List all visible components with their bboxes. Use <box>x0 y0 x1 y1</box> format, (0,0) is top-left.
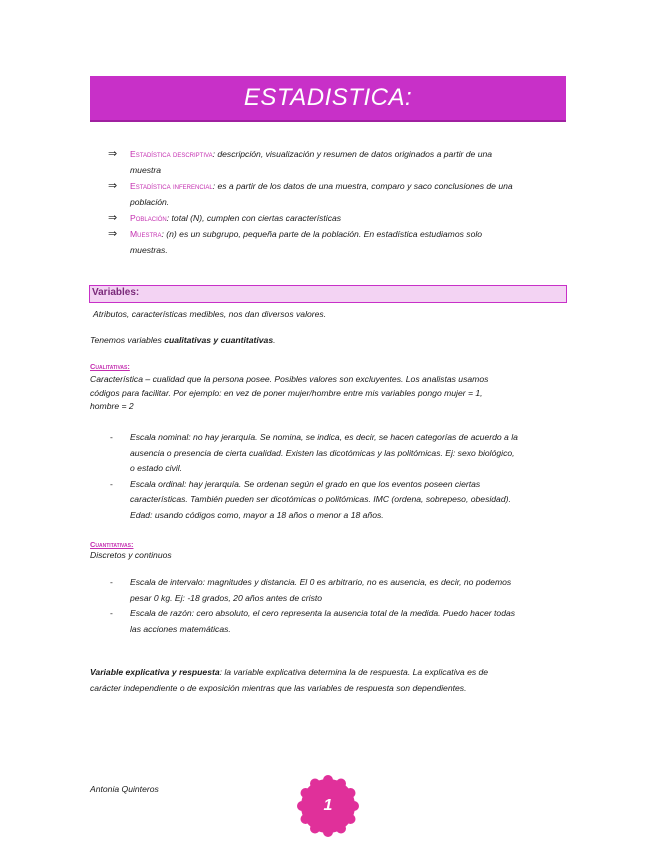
explicativa-paragraph <box>90 665 560 696</box>
definition-text: : total (N), cumplen con ciertas características <box>166 213 342 223</box>
text-line: Característica – cualidad que la persona posee. Posibles valores son excluyentes. Los analistas usamos <box>90 374 489 384</box>
definition-term: Muestra <box>130 229 162 239</box>
text-line: o estado civil. <box>130 463 183 473</box>
definition-text: : es a partir de los datos de una muestra, comparo y saco conclusiones de una <box>212 181 513 191</box>
cualitativas-heading: Cualitativas: <box>90 362 130 371</box>
page-number: 1 <box>323 797 333 814</box>
page-number-badge <box>296 774 360 838</box>
definition-term: Estadística inferencial <box>130 181 213 191</box>
list-item <box>110 606 565 637</box>
definition-term: Estadística descriptiva <box>130 149 213 159</box>
types-lead-text: Tenemos variables <box>90 335 165 345</box>
text-line: carácter independiente o de exposición mientras que las variables de respuesta son dependientes. <box>90 682 467 693</box>
definition-item <box>108 210 548 226</box>
text-line: : la variable explicativa determina la de respuesta. La explicativa es de <box>219 667 489 677</box>
definition-term: Población <box>130 213 167 223</box>
dash-bullet-icon: - <box>110 608 113 618</box>
text-line: Edad: usando códigos como, mayor a 18 años o menor a 18 años. <box>130 509 384 520</box>
footer-author: Antonia Quinteros <box>90 784 159 794</box>
definition-text-continued: muestra <box>130 165 162 175</box>
text-line: las acciones matemáticas. <box>130 623 231 634</box>
text-line: pesar 0 kg. Ej: -18 grados, 20 años antes de cristo <box>130 592 323 603</box>
title-banner <box>90 76 566 122</box>
dash-bullet-icon: - <box>110 432 113 442</box>
types-bold-text: cualitativas y cuantitativas <box>164 335 274 345</box>
definition-text-continued: muestras. <box>130 245 168 255</box>
variables-types <box>90 334 276 348</box>
definition-text-continued: población. <box>130 197 170 207</box>
text-line: ausencia o presencia de cierta cualidad. Existen las dicotómicas y las politómicas. Ej: sexo biológico, <box>130 447 515 458</box>
definition-text: : (n) es un subgrupo, pequeña parte de la población. En estadística estudiamos solo <box>161 229 483 239</box>
list-item <box>110 477 565 524</box>
cualitativas-description <box>90 373 560 414</box>
types-end-text: . <box>273 335 276 345</box>
text-line: códigos para facilitar. Por ejemplo: en vez de poner mujer/hombre entre mis variables pongo mujer = 1, <box>90 387 483 398</box>
definition-item <box>108 178 548 210</box>
double-right-arrow-icon: ⇒ <box>108 212 118 224</box>
cualitativas-bullets <box>110 430 565 523</box>
text-line: Escala de intervalo: magnitudes y distancia. El 0 es arbitrario, no es ausencia, es decir, no podemos <box>130 577 512 587</box>
dash-bullet-icon: - <box>110 478 113 489</box>
variables-intro: Atributos, características medibles, nos dan diversos valores. <box>93 309 327 319</box>
page-title: ESTADISTICA: <box>243 84 413 111</box>
explicativa-bold: Variable explicativa y respuesta <box>90 667 220 677</box>
definition-item <box>108 226 548 258</box>
text-line: Escala nominal: no hay jerarquía. Se nomina, se indica, es decir, se hacen categorías de acuerdo a la <box>130 432 518 442</box>
definition-item <box>108 146 548 178</box>
variables-section-heading <box>89 285 567 303</box>
text-line: hombre = 2 <box>90 401 134 411</box>
dash-bullet-icon: - <box>110 577 113 587</box>
definitions-list <box>108 146 548 258</box>
list-item <box>110 430 565 477</box>
double-right-arrow-icon: ⇒ <box>108 148 118 160</box>
double-right-arrow-icon: ⇒ <box>108 228 118 240</box>
cuantitativas-heading: Cuantitativas: <box>90 540 134 549</box>
text-line: Escala ordinal: hay jerarquía. Se ordenan según el grado en que los eventos poseen ciertas <box>130 478 481 489</box>
text-line: características. También pueden ser dicotómicas o politómicas. IMC (ordena, sobrepeso, obesidad). <box>130 494 511 504</box>
double-right-arrow-icon: ⇒ <box>108 180 118 192</box>
list-item <box>110 575 565 606</box>
cuantitativas-bullets <box>110 575 565 637</box>
cuantitativas-subtitle: Discretos y continuos <box>90 550 172 560</box>
text-line: Escala de razón: cero absoluto, el cero representa la ausencia total de la medida. Puedo hacer todas <box>130 608 516 618</box>
definition-text: : descripción, visualización y resumen de datos originados a partir de una <box>212 149 493 159</box>
section-heading-text: Variables: <box>92 287 140 298</box>
